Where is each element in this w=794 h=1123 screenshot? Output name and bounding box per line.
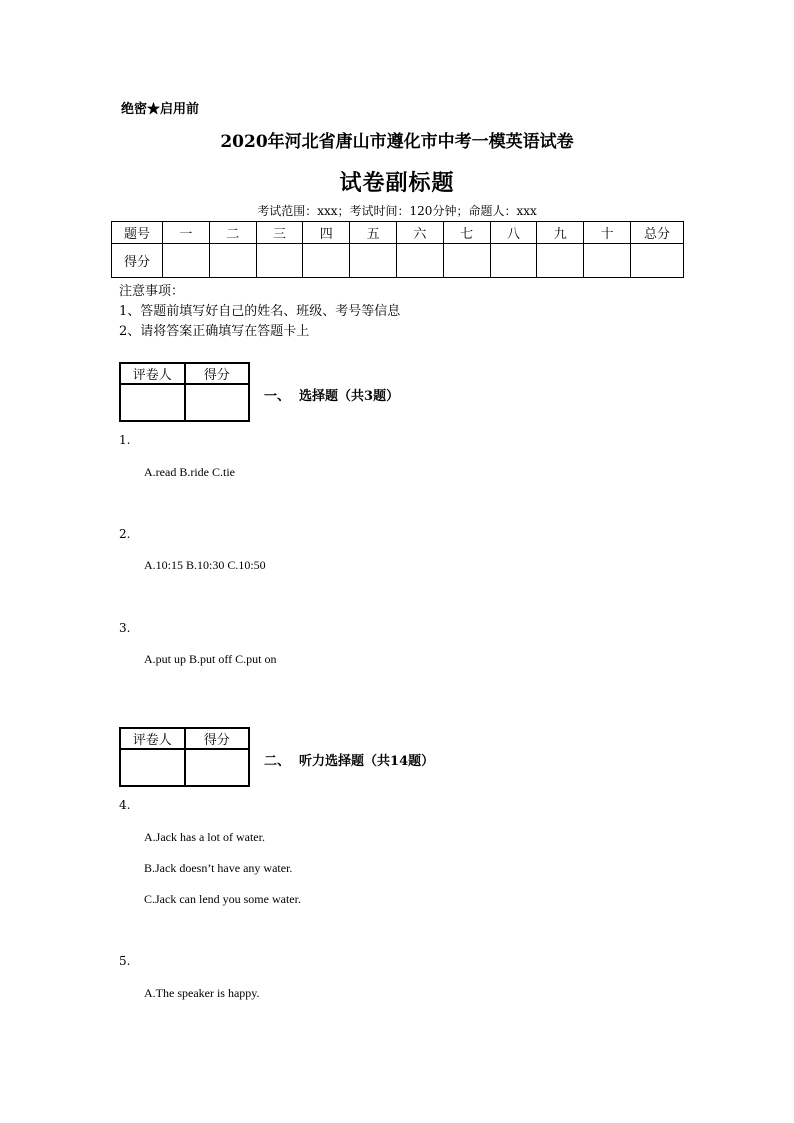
score-column-1: 一: [163, 222, 210, 244]
question-option: A.Jack has a lot of water.: [144, 830, 265, 844]
grader-box: [119, 362, 250, 422]
score-table-header-row: [112, 222, 684, 244]
section-title: 二、 听力选择题（共14题）: [264, 754, 435, 769]
grader-score-cell[interactable]: [185, 384, 250, 421]
score-column-2: 二: [209, 222, 256, 244]
score-column-5: 五: [350, 222, 397, 244]
score-column-9: 九: [537, 222, 584, 244]
grader-label: 评卷人: [120, 728, 185, 749]
question-number: 3.: [119, 621, 131, 635]
question-number: 5.: [119, 954, 131, 968]
score-row-label: 得分: [112, 244, 163, 278]
score-cell[interactable]: [396, 244, 443, 278]
question-options: A.put up B.put off C.put on: [144, 652, 277, 666]
score-column-10: 十: [584, 222, 631, 244]
score-cell[interactable]: [443, 244, 490, 278]
grader-cell[interactable]: [120, 749, 185, 786]
grader-label: 评卷人: [120, 363, 185, 384]
grader-cell[interactable]: [120, 384, 185, 421]
question-number: 4.: [119, 798, 131, 812]
exam-title: 2020年河北省唐山市遵化市中考一模英语试卷: [220, 132, 574, 152]
score-cell[interactable]: [209, 244, 256, 278]
question-number-label: 题号: [112, 222, 163, 244]
score-table: [111, 221, 684, 278]
score-cell[interactable]: [350, 244, 397, 278]
score-cell[interactable]: [584, 244, 631, 278]
question-option: A.The speaker is happy.: [144, 986, 260, 1000]
score-column-4: 四: [303, 222, 350, 244]
question-number: 1.: [119, 433, 131, 447]
score-cell[interactable]: [256, 244, 303, 278]
question-number: 2.: [119, 527, 131, 541]
question-options: A.10:15 B.10:30 C.10:50: [144, 558, 266, 572]
score-column-3: 三: [256, 222, 303, 244]
exam-subtitle: 试卷副标题: [339, 170, 455, 196]
question-option: C.Jack can lend you some water.: [144, 892, 301, 906]
grader-score-label: 得分: [185, 728, 250, 749]
score-cell[interactable]: [537, 244, 584, 278]
exam-info: 考试范围：xxx；考试时间：120分钟；命题人：xxx: [257, 204, 537, 218]
score-column-7: 七: [443, 222, 490, 244]
question-options: A.read B.ride C.tie: [144, 465, 235, 479]
score-cell-total[interactable]: [631, 244, 684, 278]
notes-heading: 注意事项：: [119, 284, 185, 299]
notes-item: 2、请将答案正确填写在答题卡上: [119, 324, 310, 339]
notes-item: 1、答题前填写好自己的姓名、班级、考号等信息: [119, 304, 401, 319]
notes: [119, 282, 400, 342]
score-table-score-row: [112, 244, 684, 278]
score-cell[interactable]: [163, 244, 210, 278]
score-column-total: 总分: [631, 222, 684, 244]
score-cell[interactable]: [303, 244, 350, 278]
grader-score-label: 得分: [185, 363, 250, 384]
grader-score-cell[interactable]: [185, 749, 250, 786]
question-option: B.Jack doesn’t have any water.: [144, 861, 293, 875]
score-column-6: 六: [396, 222, 443, 244]
confidential-label: 绝密★启用前: [121, 102, 200, 117]
score-column-8: 八: [490, 222, 537, 244]
grader-box: [119, 727, 250, 787]
section-title: 一、 选择题（共3题）: [264, 389, 400, 404]
score-cell[interactable]: [490, 244, 537, 278]
